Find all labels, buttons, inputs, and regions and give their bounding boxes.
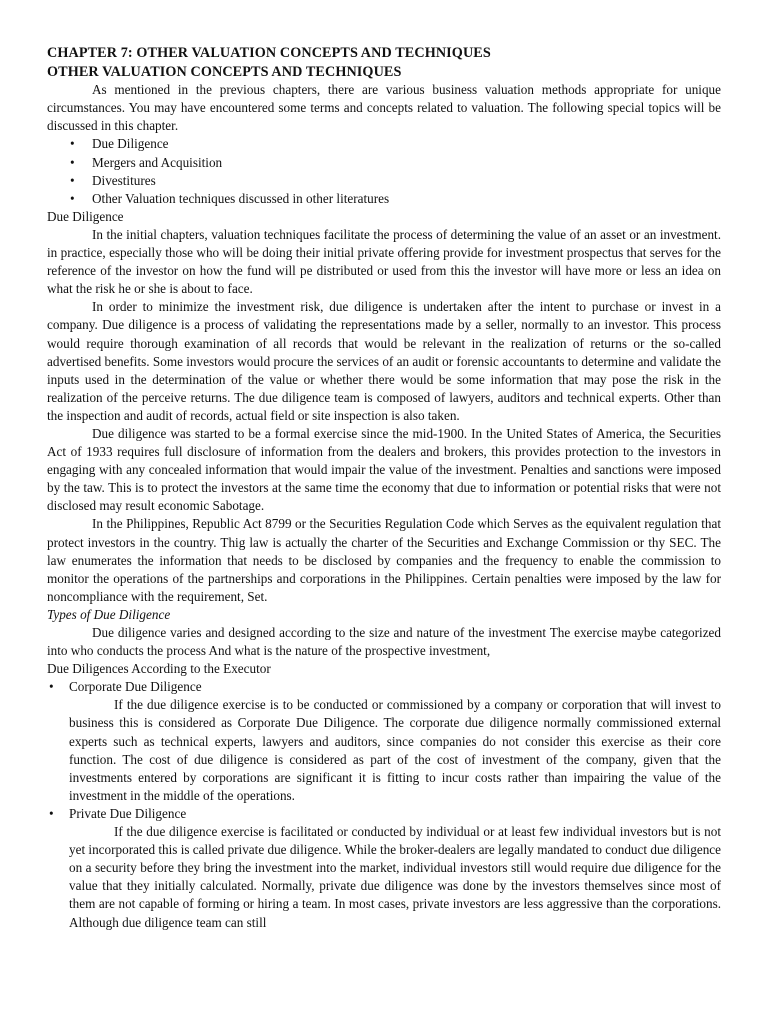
- list-item: • Divestitures: [47, 172, 721, 190]
- list-item: • Due Diligence: [47, 135, 721, 153]
- paragraph: If the due diligence exercise is to be conducted or commissioned by a company or corporation that will invest to business this is considered as Corporate Due Diligence. The corporate due diligence normally commissioned external experts such as technical experts, lawyers and auditors, since companies do not consider this exercise as their core function. The cost of due diligence is considered as part of the cost of investment of the company, given that the investments entered by corporations are significant it is fitting to incur costs rather than impairing the value of the investment in the middle of the operations.: [69, 697, 721, 803]
- paragraph: Due diligence was started to be a formal exercise since the mid-1900. In the United States of America, the Securities Act of 1933 requires full disclosure of information from the dealers and brokers, this provides protection to the investors in engaging with any concealed information that would impair the value of the investment. Penalties and sanctions were imposed by the taw. This is to protect the investors at the same time the economy that due to information or potential risks that were not disclosed may result economic Sabotage.: [47, 425, 721, 514]
- chapter-subtitle: OTHER VALUATION CONCEPTS AND TECHNIQUES: [47, 63, 402, 80]
- list-item: • Other Valuation techniques discussed in other literatures: [47, 190, 721, 208]
- paragraph: In order to minimize the investment risk, due diligence is undertaken after the intent to purchase or invest in a company. Due diligence is a process of validating the representations made by a seller, normally to an investor. This process would require thorough examination of all records that would be relevant in the realization of returns or the so-called advertised benefits. Some investors would procure the services of an audit or forensic accountants to determine and validate the inputs used in the determination of the value or whether there would be some information that may pose the risk in the realization of the perceive returns. The due diligence team is composed of lawyers, auditors and technical experts. Other than the inspection and audit of records, actual field or site inspection is also taken.: [47, 299, 721, 423]
- section-heading-due-diligence: Due Diligence: [47, 208, 124, 224]
- paragraph: In the initial chapters, valuation techniques facilitate the process of determining the value of an asset or an investment. in practice, especially those who will be doing their initial private offering provide for investment prospectus that serves for the reference of the investor on how the fund will pe distributed or used from this the investor will have more or less an idea on what the risk he or she is about to face.: [47, 226, 721, 297]
- list-item: • Mergers and Acquisition: [47, 154, 721, 172]
- chapter-title: CHAPTER 7: OTHER VALUATION CONCEPTS AND TECHNIQUES: [47, 45, 491, 61]
- intro-paragraph: As mentioned in the previous chapters, there are various business valuation methods appropriate for unique circumstances. You may have encountered some terms and concepts related to valuation. The following special topics will be discussed in this chapter.: [47, 82, 721, 134]
- bullet-body: [47, 696, 721, 805]
- paragraph: In the Philippines, Republic Act 8799 or the Securities Regulation Code which Serves as the equivalent regulation that protect investors in the country. Thig law is actually the charter of the Securities and Exchange Commission or thy SEC. The law enumerates the information that needs to be disclosed by companies and the frequency to enable the commission to monitor the operations of the partnerships and corporations in the Philippines. Certain penalties were imposed by the law for noncompliance with the requirement, Set.: [47, 516, 721, 604]
- topics-list: [47, 135, 721, 207]
- bullet-heading-private: • Private Due Diligence: [47, 805, 721, 823]
- bullet-heading-corporate: • Corporate Due Diligence: [47, 678, 721, 696]
- subsection-heading-executor: Due Diligences According to the Executor: [47, 661, 271, 677]
- paragraph: Due diligence varies and designed according to the size and nature of the investment The exercise maybe categorized into who conducts the process And what is the nature of the prospective investment,: [47, 625, 721, 659]
- bullet-body: [47, 823, 721, 932]
- section-heading-types: Types of Due Diligence: [47, 606, 171, 622]
- paragraph: If the due diligence exercise is facilitated or conducted by individual or at least few individual investors but is not yet incorporated this is called private due diligence. While the broker-dealers are legally mandated to conduct due diligence on a security before they bring the investment into the market, individual investors still would require due diligence for the value that they initially calculated. Normally, private due diligence was done by the investors themselves since most of them are not capable of forming or hiring a team. In most cases, private investors are less aggressive than the corporations. Although due diligence team can still: [69, 824, 722, 930]
